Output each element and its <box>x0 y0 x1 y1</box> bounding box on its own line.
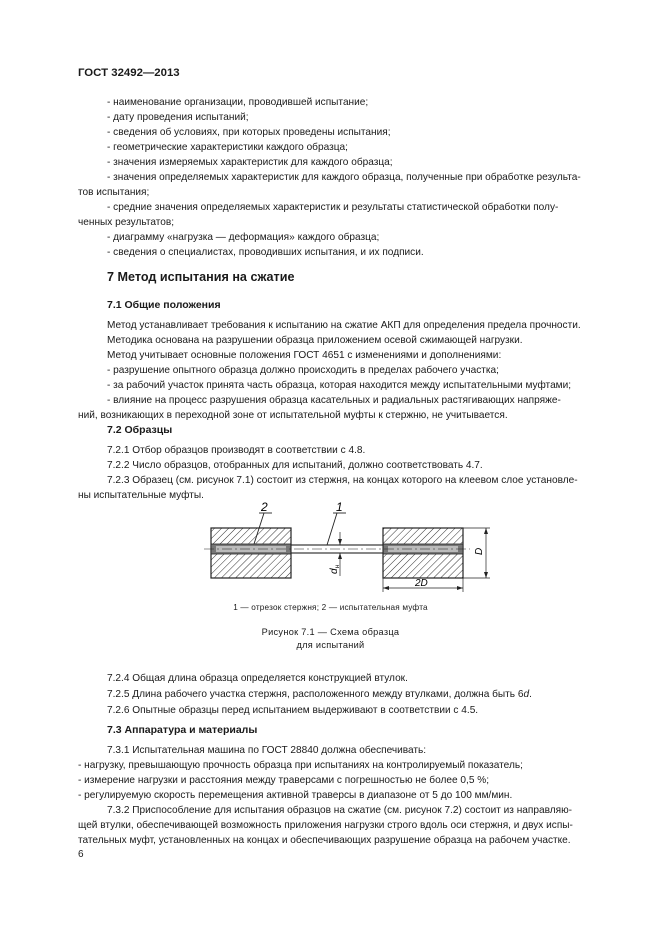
specimen-figure <box>200 500 500 595</box>
label-1: 1 <box>336 500 343 514</box>
subsection-heading: 7.3 Аппаратура и материалы <box>107 724 258 736</box>
list-item: - нагрузку, превышающую прочность образца при испытаниях на контролируемый показатель; <box>78 760 523 771</box>
list-item: - диаграмму «нагрузка — деформация» каждого образца; <box>107 232 380 243</box>
list-item: - средние значения определяемых характеристик и результаты статистической обработки полу- <box>107 202 559 213</box>
clause: 7.2.6 Опытные образцы перед испытанием выдерживают в соответствии с 4.5. <box>107 705 479 716</box>
figure-caption-line2: для испытаний <box>296 640 365 650</box>
dim-D: D <box>474 547 485 555</box>
list-item-continuation: ний, возникающих в переходной зоне от испытательной муфты к стержню, не учитывается. <box>78 410 508 421</box>
section-heading: 7 Метод испытания на сжатие <box>107 270 295 284</box>
standard-header: ГОСТ 32492—2013 <box>78 67 180 79</box>
list-item: - регулируемую скорость перемещения активной траверсы в диапазоне от 5 до 100 мм/мин. <box>78 790 513 801</box>
list-item: - сведения о специалистах, проводивших испытания, и их подписи. <box>107 247 424 258</box>
page-number: 6 <box>78 849 84 860</box>
paragraph-line: Метод устанавливает требования к испытанию на сжатие АКП для определения предела прочности. <box>107 320 581 331</box>
paragraph-line: Методика основана на разрушении образца приложением осевой сжимающей нагрузки. <box>107 335 523 346</box>
dim-d: d <box>329 568 340 574</box>
list-item-continuation: тов испытания; <box>78 187 150 198</box>
dim-2D: 2D <box>415 578 428 589</box>
clause: 7.2.2 Число образцов, отобранных для испытаний, должно соответствовать 4.7. <box>107 460 483 471</box>
list-item: - измерение нагрузки и расстояния между траверсами с погрешностью не более 0,5 %; <box>78 775 490 786</box>
clause: 7.3.2 Приспособление для испытания образцов на сжатие (см. рисунок 7.2) состоит из направляю- <box>107 805 573 816</box>
subsection-heading: 7.2 Образцы <box>107 424 173 436</box>
list-item: - дату проведения испытаний; <box>107 112 249 123</box>
list-item: - влияние на процесс разрушения образца касательных и радиальных растягивающих напряже- <box>107 395 561 406</box>
paragraph-line: Метод учитывает основные положения ГОСТ 4651 с изменениями и дополнениями: <box>107 350 502 361</box>
dim-d-subscript: н <box>335 564 341 568</box>
label-2: 2 <box>261 500 268 514</box>
clause-continuation: ны испытательные муфты. <box>78 490 204 501</box>
figure-caption: Рисунок 7.1 — Схема образца <box>261 627 400 637</box>
list-item-continuation: ченных результатов; <box>78 217 175 228</box>
list-item: - значения определяемых характеристик для каждого образца, полученные при обработке результа- <box>107 172 581 183</box>
list-item: - значения измеряемых характеристик для каждого образца; <box>107 157 393 168</box>
clause-continuation: тательных муфт, установленных на концах и обеспечивающих разрушение образца на рабочем участке. <box>78 835 571 846</box>
clause: 7.2.3 Образец (см. рисунок 7.1) состоит из стержня, на концах которого на клеевом слое установле- <box>107 475 578 486</box>
list-item: - разрушение опытного образца должно происходить в пределах рабочего участка; <box>107 365 499 376</box>
list-item: - геометрические характеристики каждого образца; <box>107 142 348 153</box>
clause: 7.2.5 Длина рабочего участка стержня, расположенного между втулками, должна быть 6d. <box>107 689 532 700</box>
list-item: - за рабочий участок принята часть образца, которая находится между испытательными муфтами; <box>107 380 572 391</box>
clause: 7.3.1 Испытательная машина по ГОСТ 28840 должна обеспечивать: <box>107 745 427 756</box>
list-item: - сведения об условиях, при которых проведены испытания; <box>107 127 391 138</box>
clause-continuation: щей втулки, обеспечивающей возможность приложения нагрузки строго вдоль оси стержня, и двух испы- <box>78 820 573 831</box>
subsection-heading: 7.1 Общие положения <box>107 299 221 311</box>
list-item: - наименование организации, проводившей испытание; <box>107 97 369 108</box>
clause: 7.2.4 Общая длина образца определяется конструкцией втулок. <box>107 673 408 684</box>
figure-legend: 1 — отрезок стержня; 2 — испытательная муфта <box>233 603 428 612</box>
clause: 7.2.1 Отбор образцов производят в соответствии с 4.8. <box>107 445 366 456</box>
